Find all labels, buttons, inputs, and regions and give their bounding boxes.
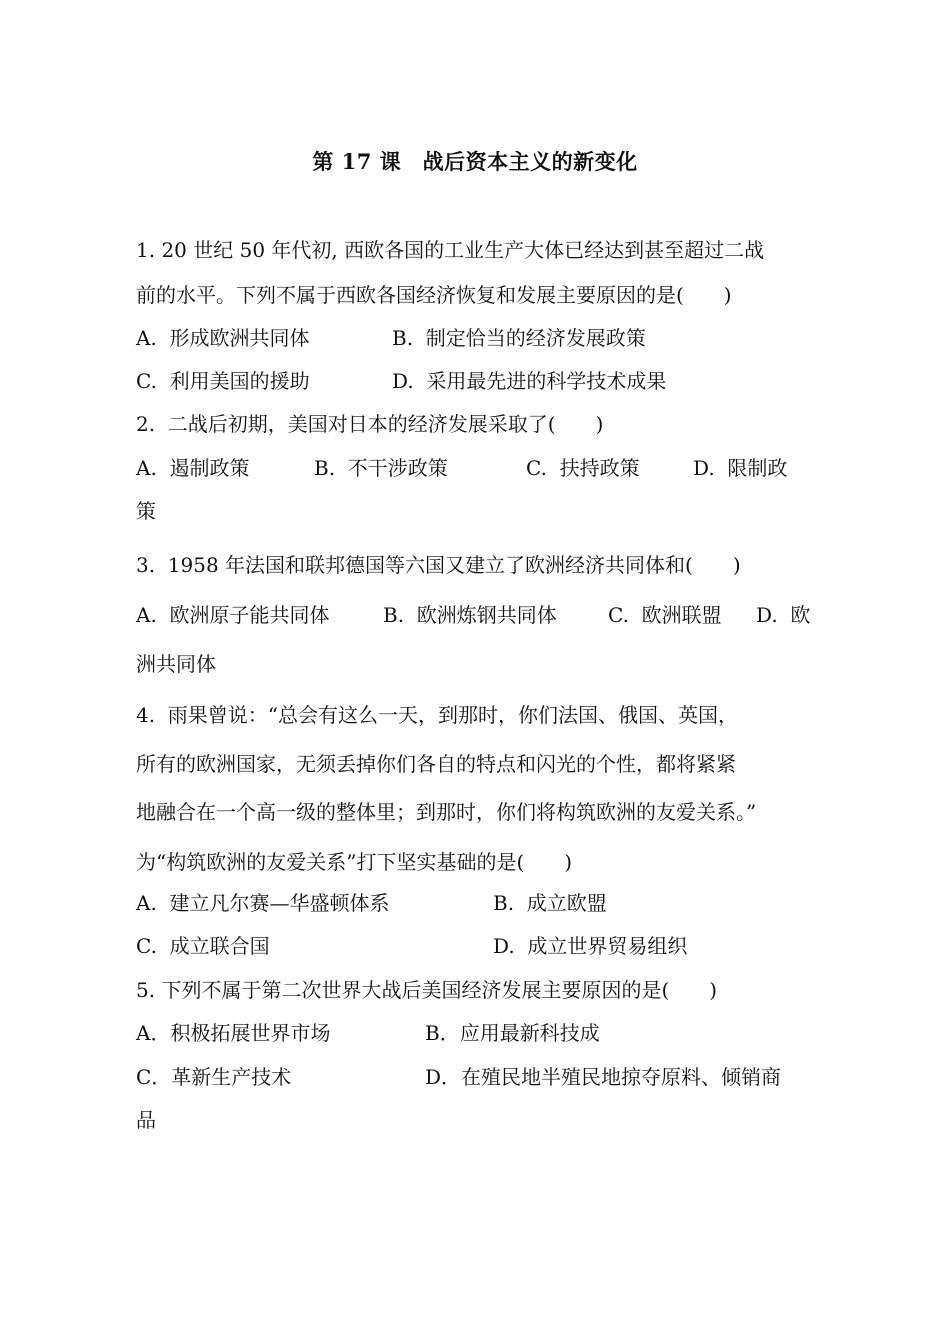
q4-option-c: C. 成立联合国 xyxy=(136,934,270,958)
q4-stem-line-2: 所有的欧洲国家，无须丢掉你们各自的特点和闪光的个性，都将紧紧 xyxy=(136,752,736,776)
q4-option-a: A. 建立凡尔赛—华盛顿体系 xyxy=(136,891,390,915)
q2-option-d-wrap: 策 xyxy=(136,499,156,523)
q3-option-d-wrap: 洲共同体 xyxy=(136,652,216,676)
q1-option-c: C. 利用美国的援助 xyxy=(136,369,310,393)
q5-option-c: C．革新生产技术 xyxy=(136,1065,292,1089)
q5-stem: 5. 下列不属于第二次世界大战后美国经济发展主要原因的是( ) xyxy=(136,978,718,1002)
q2-option-d: D. 限制政 xyxy=(693,456,788,480)
q2-option-b: B. 不干涉政策 xyxy=(314,456,448,480)
q4-stem-line-1: 4. 雨果曾说：“总会有这么一天，到那时，你们法国、俄国、英国， xyxy=(136,703,739,727)
q2-option-a: A. 遏制政策 xyxy=(136,456,250,480)
q1-option-a: A. 形成欧洲共同体 xyxy=(136,326,310,350)
q1-option-b: B. 制定恰当的经济发展政策 xyxy=(392,326,646,350)
q4-stem-line-4: 为“构筑欧洲的友爱关系”打下坚实基础的是( ) xyxy=(136,850,573,874)
page-title: 第 17 课 战后资本主义的新变化 xyxy=(312,149,638,174)
q1-stem-line-2: 前的水平。下列不属于西欧各国经济恢复和发展主要原因的是( ) xyxy=(136,283,732,307)
q4-stem-line-3: 地融合在一个高一级的整体里；到那时，你们将构筑欧洲的友爱关系。” xyxy=(136,800,757,824)
q5-option-a: A．积极拓展世界市场 xyxy=(136,1021,331,1045)
q3-option-a: A. 欧洲原子能共同体 xyxy=(136,603,330,627)
q2-stem: 2. 二战后初期，美国对日本的经济发展采取了( ) xyxy=(136,412,604,436)
q5-option-d-wrap: 品 xyxy=(136,1108,156,1132)
q3-option-c: C. 欧洲联盟 xyxy=(608,603,722,627)
q5-option-d: D．在殖民地半殖民地掠夺原料、倾销商 xyxy=(425,1065,782,1089)
q2-option-c: C. 扶持政策 xyxy=(526,456,640,480)
q3-stem: 3. 1958 年法国和联邦德国等六国又建立了欧洲经济共同体和( ) xyxy=(136,553,741,577)
q1-option-d: D. 采用最先进的科学技术成果 xyxy=(392,369,667,393)
q1-stem-line-1: 1. 20 世纪 50 年代初, 西欧各国的工业生产大体已经达到甚至超过二战 xyxy=(136,238,765,262)
q4-option-b: B. 成立欧盟 xyxy=(493,891,607,915)
q5-option-b: B．应用最新科技成 xyxy=(425,1021,600,1045)
q4-option-d: D. 成立世界贸易组织 xyxy=(493,934,688,958)
q3-option-d: D. 欧 xyxy=(756,603,811,627)
q3-option-b: B. 欧洲炼钢共同体 xyxy=(383,603,557,627)
